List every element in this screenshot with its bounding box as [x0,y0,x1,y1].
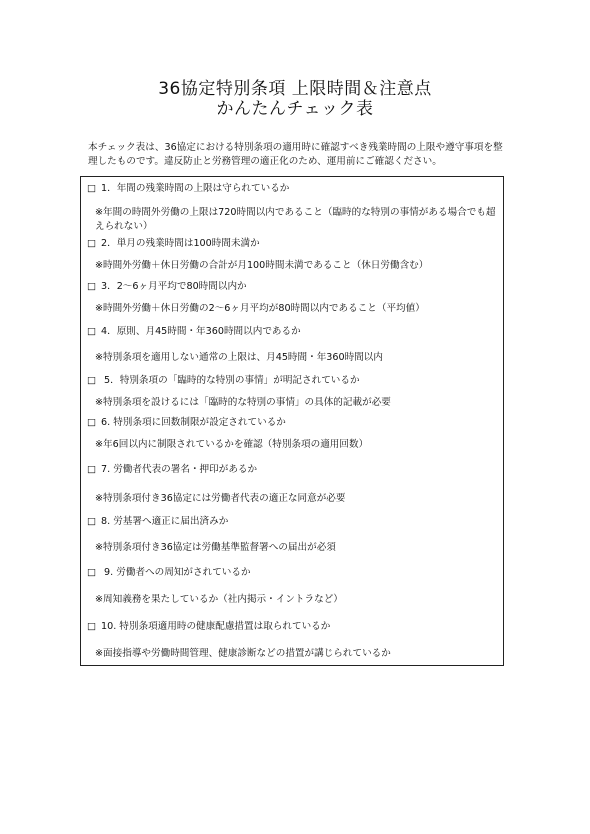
item-label: 1．年間の残業時間の上限は守られているか [101,183,290,194]
item-note: ※特別条項を設けるには「臨時的な特別の事情」の具体的記載が必要 [95,397,391,408]
checklist-item-4[interactable] [87,325,502,338]
item-note: ※特別条項を適用しない通常の上限は、月45時間・年360時間以内 [95,352,383,363]
item-label: 3．2～6ヶ月平均で80時間以内か [101,281,247,292]
item-label: 4．原則、月45時間・年360時間以内であるか [101,326,301,337]
checklist-item-8[interactable] [87,515,502,528]
item-note: ※特別条項付き36協定には労働者代表の適正な同意が必要 [95,493,346,504]
checkbox-icon[interactable]: □ [87,238,97,249]
checkbox-icon[interactable]: □ [87,417,97,428]
checklist-item-9[interactable] [87,566,502,579]
item-note: ※時間外労働＋休日労働の2～6ヶ月平均が80時間以内であること（平均値） [95,303,425,314]
item-note: ※特別条項付き36協定は労働基準監督署への届出が必須 [95,542,336,553]
checklist-item-7[interactable] [87,463,502,476]
item-note: ※面接指導や労働時間管理、健康診断などの措置が講じられているか [95,648,391,659]
checkbox-icon[interactable]: □ [87,567,97,578]
checkbox-icon[interactable]: □ [87,375,97,386]
item-label: 9. 労働者への周知がされているか [101,567,251,578]
checklist-item-1[interactable] [87,182,502,195]
checklist-item-2[interactable] [87,237,502,250]
checkbox-icon[interactable]: □ [87,326,97,337]
item-label: 2．単月の残業時間は100時間未満か [101,238,260,249]
checkbox-icon[interactable]: □ [87,183,97,194]
item-note: ※時間外労働＋休日労働の合計が月100時間未満であること（休日労働含む） [95,260,429,271]
checklist-item-5[interactable] [87,374,502,387]
item-label: 6. 特別条項に回数制限が設定されているか [101,417,286,428]
checkbox-icon[interactable]: □ [87,621,97,632]
checkbox-icon[interactable]: □ [87,516,97,527]
item-label: 5．特別条項の「臨時的な特別の事情」が明記されているか [101,375,360,386]
item-note: ※年間の時間外労働の上限は720時間以内であること（臨時的な特別の事情がある場合でも超えられない） [95,207,496,232]
item-label: 10. 特別条項適用時の健康配慮措置は取られているか [101,621,331,632]
item-label: 7. 労働者代表の署名・押印があるか [101,464,258,475]
checkbox-icon[interactable]: □ [87,281,97,292]
checkbox-icon[interactable]: □ [87,464,97,475]
item-note: ※年6回以内に制限されているかを確認（特別条項の適用回数） [95,439,369,450]
checklist-item-6[interactable] [87,416,502,429]
intro-paragraph: 本チェック表は、36協定における特別条項の適用時に確認すべき残業時間の上限や遵守事項を整理したものです。違反防止と労務管理の適正化のため、運用前にご確認ください。 [88,142,503,167]
item-label: 8. 労基署へ適正に届出済みか [101,516,229,527]
checklist-item-10[interactable] [87,620,502,633]
checklist-item-3[interactable] [87,280,502,293]
page-title: 36協定特別条項 上限時間＆注意点 [158,79,432,99]
page-subtitle: かんたんチェック表 [216,99,374,119]
item-note: ※周知義務を果たしているか（社内掲示・イントラなど） [95,594,343,605]
